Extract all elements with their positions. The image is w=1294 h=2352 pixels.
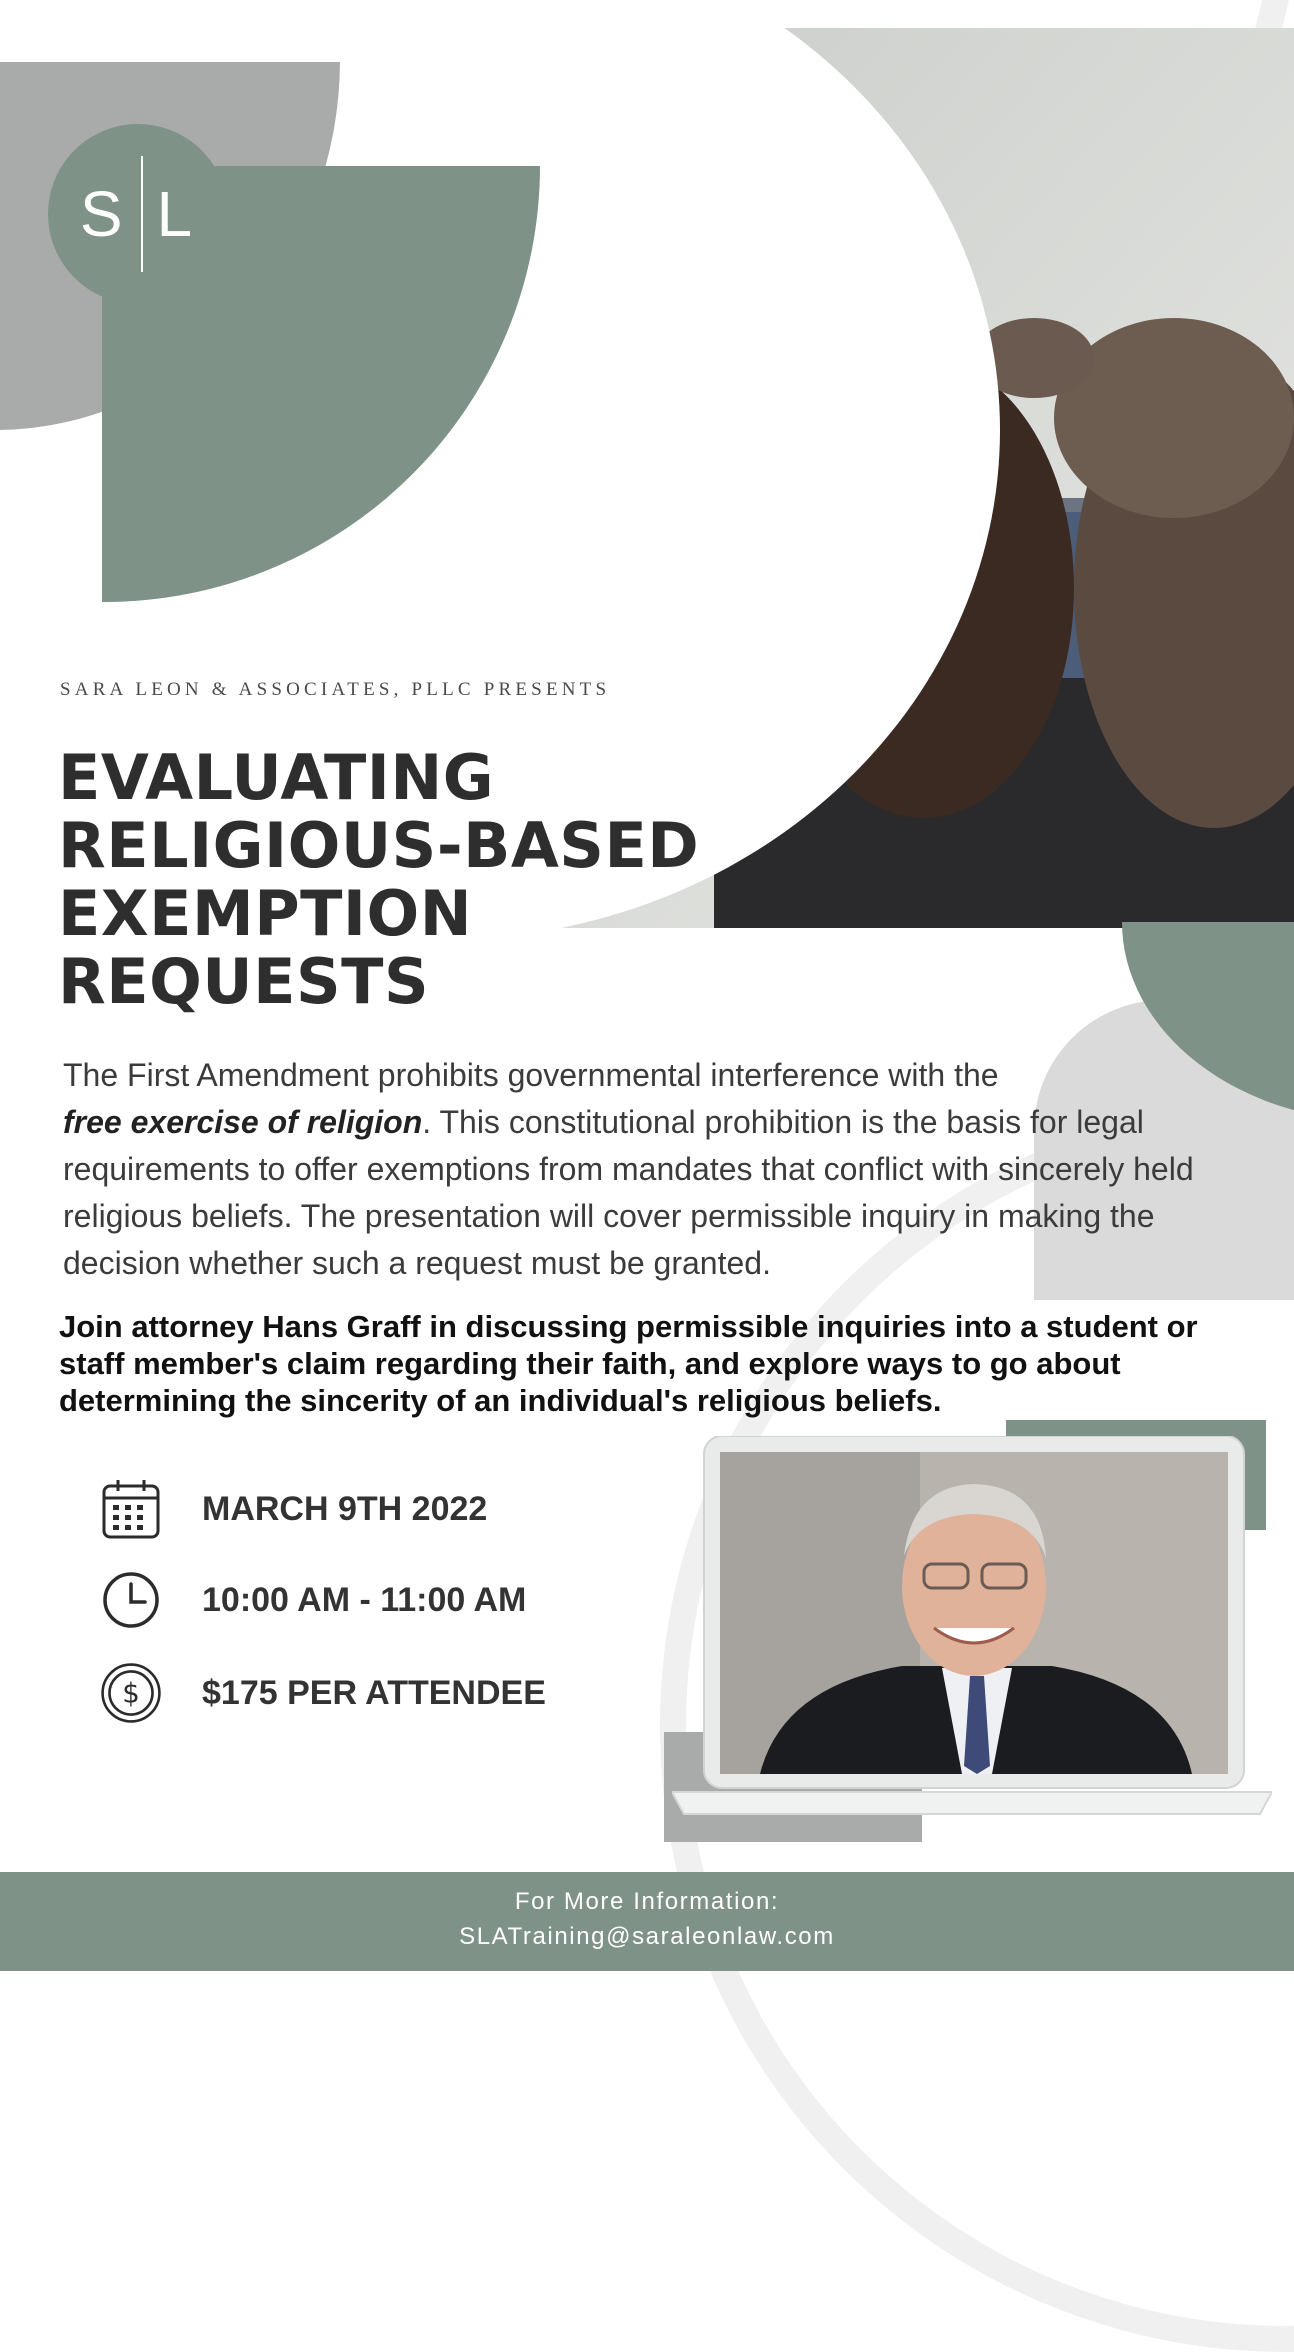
title-line-3: EXEMPTION [58,877,473,950]
description-emphasis: free exercise of religion [63,1104,423,1140]
footer-info-label: For More Information: [514,1888,780,1915]
event-price-row [100,1662,546,1724]
white-strip-top [0,0,454,62]
event-date: MARCH 9TH 2022 [202,1489,488,1528]
svg-text:$: $ [122,1677,140,1710]
title-line-2: RELIGIOUS-BASED [58,809,700,882]
footer-email-link[interactable]: SLATraining@saraleonlaw.com [459,1923,835,1950]
logo-letter-l: L [156,178,197,250]
event-time: 10:00 AM - 11:00 AM [202,1580,527,1619]
page-title [58,741,700,1018]
event-price: $175 PER ATTENDEE [202,1673,546,1712]
presenter-line: SARA LEON & ASSOCIATES, PLLC PRESENTS [60,679,611,700]
laptop [672,1436,1272,1826]
logo-letter-s: S [79,178,127,250]
description-intro: The First Amendment prohibits governmental interference with the [63,1057,999,1093]
event-date-row [100,1478,487,1540]
dollar-coin-icon [100,1662,162,1724]
description-rest: . This constitutional prohibition is the basis for legal requirements to offer exemptions from mandates that conflict with sincerely held religious beliefs. The presentation will cover permissible inquiry in making the decision whether such a request must be granted. [63,1104,1194,1281]
join-paragraph: Join attorney Hans Graff in discussing permissible inquiries into a student or staff member's claim regarding their faith, and explore ways to go about determining the sincerity of an individual's religious beliefs. [59,1309,1198,1418]
event-time-row [100,1569,526,1631]
calendar-icon [100,1478,162,1540]
title-line-4: REQUESTS [58,945,430,1018]
logo [48,124,228,304]
title-line-1: EVALUATING [58,741,495,814]
clock-icon [100,1569,162,1631]
logo-divider [141,156,143,272]
footer [0,1872,1294,1971]
description-paragraph [63,1052,1243,1287]
